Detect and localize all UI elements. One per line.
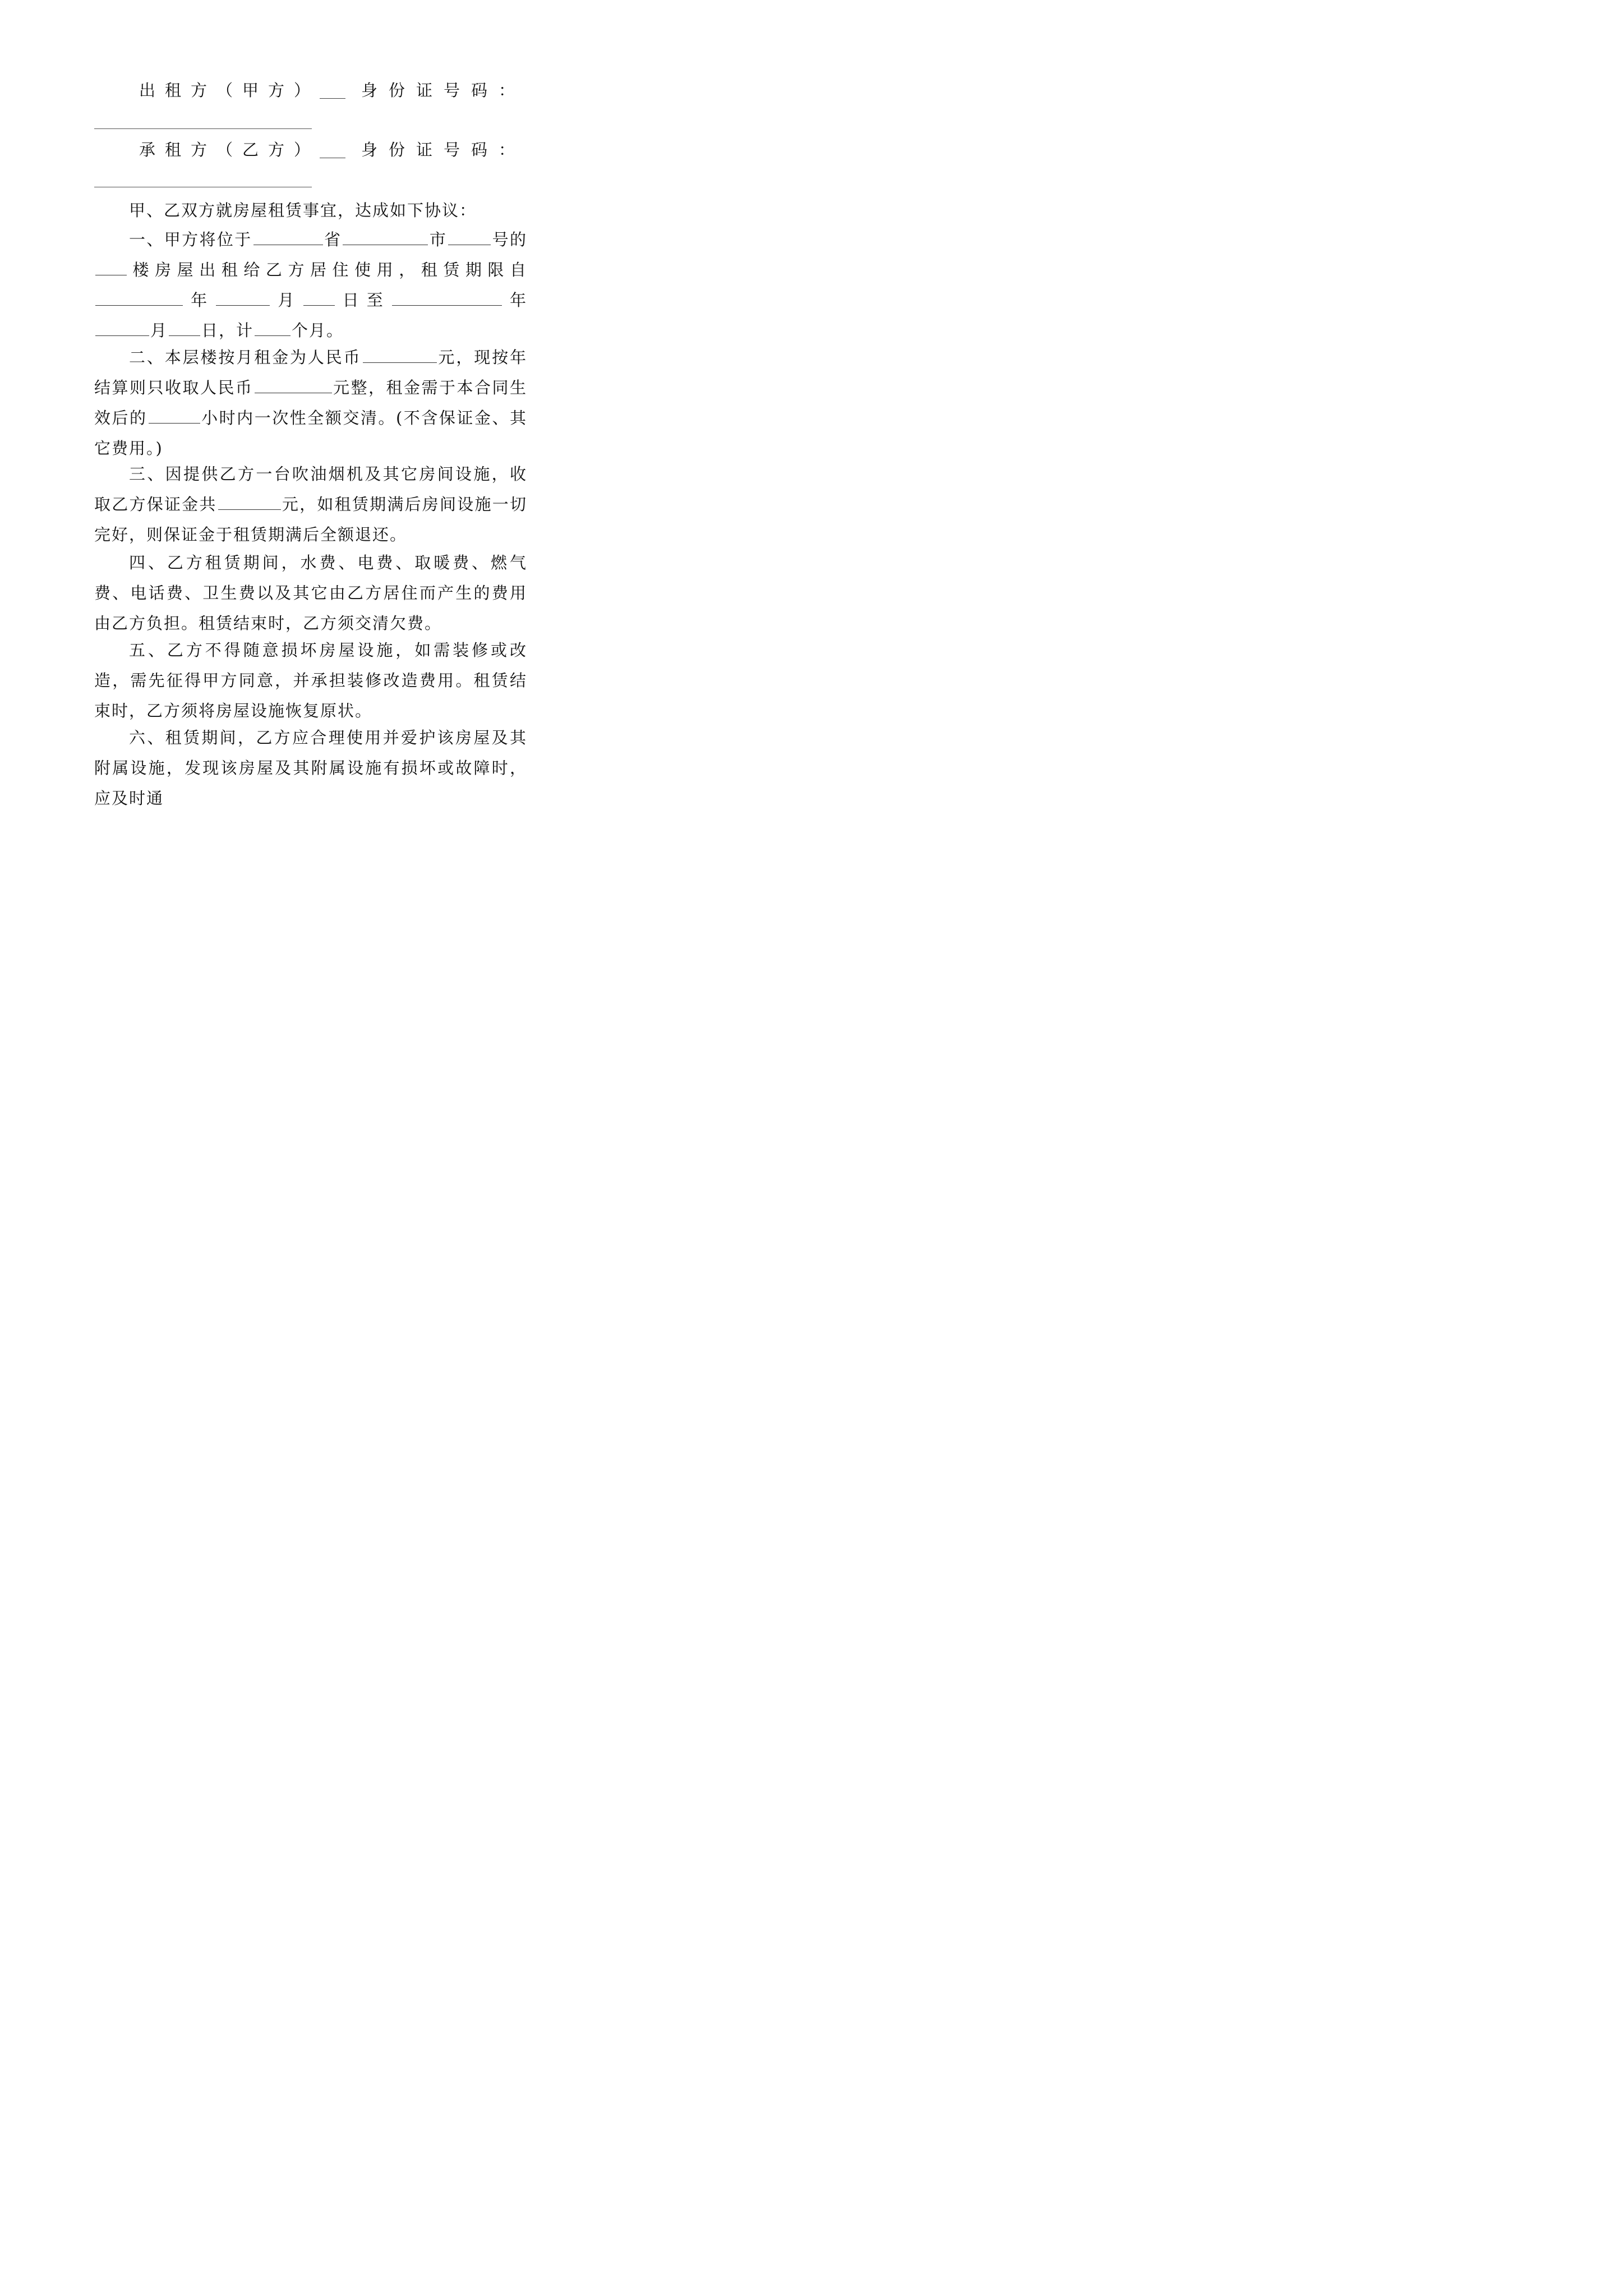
start-year-blank[interactable] bbox=[95, 288, 183, 306]
monthly-rent-blank[interactable] bbox=[363, 346, 437, 363]
clause-1-city: 市 bbox=[429, 230, 448, 249]
clause-3-text: 三、因提供乙方一台吹油烟机及其它房间设施，收取乙方保证金共 bbox=[94, 464, 527, 514]
lessor-name-blank[interactable] bbox=[320, 84, 345, 99]
lessor-line bbox=[139, 79, 526, 101]
clause-2-effective: 元整，租金需于本合同生效后的 bbox=[94, 378, 527, 427]
start-year-label: 年 bbox=[184, 291, 215, 310]
end-year-blank[interactable] bbox=[392, 288, 502, 306]
lessee-id-label: 身份证号码： bbox=[361, 140, 526, 159]
clause-6: 六、租赁期间，乙方应合理使用并爱护该房屋及其附属设施，发现该房屋及其附属设施有损坏或故障时，应及时通 bbox=[94, 728, 527, 808]
yearly-rent-blank[interactable] bbox=[255, 376, 332, 393]
deposit-blank[interactable] bbox=[218, 493, 281, 510]
lessor-id-label: 身份证号码： bbox=[361, 81, 526, 100]
start-day-label: 日至 bbox=[335, 291, 391, 310]
hours-blank[interactable] bbox=[149, 406, 200, 424]
clause-5: 五、乙方不得随意损坏房屋设施，如需装修或改造，需先征得甲方同意，并承担装修改造费用。租赁结束时，乙方须将房屋设施恢复原状。 bbox=[94, 641, 527, 720]
clause-2-yearly: 元，现按年结算则只收取人民币 bbox=[94, 348, 527, 397]
lessee-label: 承租方（乙方） bbox=[139, 140, 320, 159]
province-blank[interactable] bbox=[253, 228, 323, 245]
clause-1-province: 省 bbox=[324, 230, 342, 249]
clause-1-text: 一、甲方将位于 bbox=[129, 230, 252, 249]
end-month-label: 月 bbox=[150, 321, 168, 340]
clause-1-use: 楼房屋出租给乙方居住使用，租赁期限自 bbox=[128, 260, 527, 279]
clause-4: 四、乙方租赁期间，水费、电费、取暖费、燃气费、电话费、卫生费以及其它由乙方居住而产生的费用由乙方负担。租赁结束时，乙方须交清欠费。 bbox=[94, 553, 527, 633]
lessor-id-blank[interactable] bbox=[94, 128, 312, 129]
city-blank[interactable] bbox=[343, 228, 428, 245]
clause-3 bbox=[94, 459, 527, 550]
clause-2-payment: 小时内一次性全额交清。(不含保证金、其它费用。) bbox=[94, 408, 527, 458]
lessor-label: 出租方（甲方） bbox=[139, 81, 320, 100]
floor-blank[interactable] bbox=[95, 258, 127, 275]
start-month-label: 月 bbox=[271, 291, 302, 310]
months-label: 个月。 bbox=[292, 321, 344, 340]
start-day-blank[interactable] bbox=[303, 288, 335, 306]
end-month-blank[interactable] bbox=[95, 319, 149, 336]
lessee-name-blank[interactable] bbox=[320, 143, 345, 158]
end-day-label: 日， bbox=[201, 321, 237, 340]
months-blank[interactable] bbox=[255, 319, 291, 336]
lessee-line bbox=[139, 138, 526, 160]
end-day-blank[interactable] bbox=[169, 319, 200, 336]
clause-1 bbox=[94, 224, 527, 346]
start-month-blank[interactable] bbox=[216, 288, 270, 306]
clause-3-refund: 元，如租赁期满后房间设施一切完好，则保证金于租赁期满后全额退还。 bbox=[94, 495, 527, 544]
end-year-label: 年 bbox=[502, 291, 527, 310]
clause-2 bbox=[94, 342, 527, 463]
intro-paragraph: 甲、乙双方就房屋租赁事宜，达成如下协议： bbox=[129, 201, 477, 220]
clause-1-number: 号的 bbox=[492, 230, 527, 249]
document-page bbox=[0, 0, 617, 873]
clause-2-text: 二、本层楼按月租金为人民币 bbox=[129, 348, 362, 367]
total-label: 计 bbox=[236, 321, 254, 340]
number-blank[interactable] bbox=[448, 228, 491, 245]
